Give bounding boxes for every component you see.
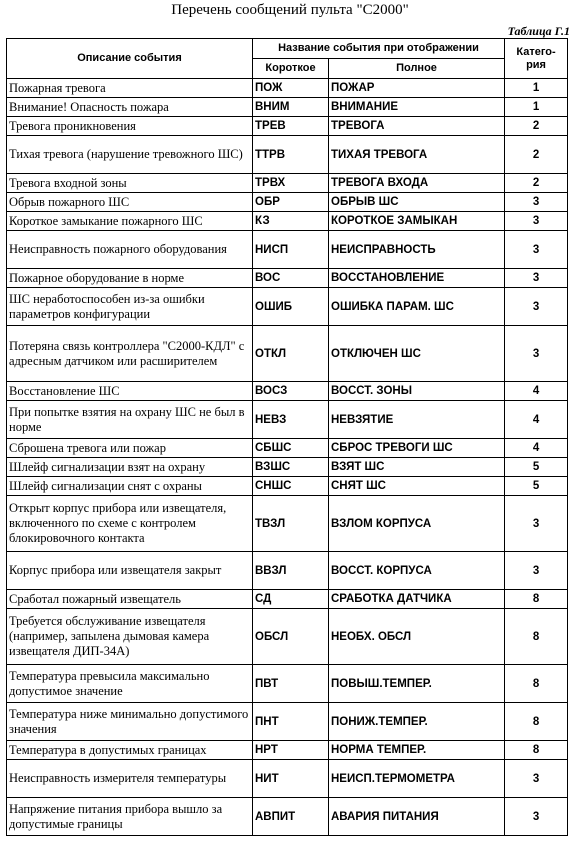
table-row [7, 439, 568, 458]
row-full-name: СНЯТ ШС [329, 477, 505, 496]
table-row [7, 212, 568, 231]
table-header [7, 39, 568, 79]
row-category: 2 [505, 136, 568, 174]
row-full-name: ВОССТАНОВЛЕНИЕ [329, 269, 505, 288]
row-description: Сработал пожарный извещатель [7, 590, 253, 609]
row-full-name: ПОВЫШ.ТЕМПЕР. [329, 665, 505, 703]
table-row [7, 458, 568, 477]
row-description: Температура в допустимых границах [7, 741, 253, 760]
table-row [7, 496, 568, 552]
row-full-name: НОРМА ТЕМПЕР. [329, 741, 505, 760]
table-row [7, 79, 568, 98]
row-category: 4 [505, 439, 568, 458]
row-full-name: ПОНИЖ.ТЕМПЕР. [329, 703, 505, 741]
table-row [7, 552, 568, 590]
table-row [7, 326, 568, 382]
row-description: Обрыв пожарного ШС [7, 193, 253, 212]
table-row [7, 609, 568, 665]
row-category: 4 [505, 382, 568, 401]
row-description: Тревога проникновения [7, 117, 253, 136]
row-full-name: ТРЕВОГА [329, 117, 505, 136]
table-row [7, 477, 568, 496]
row-category: 8 [505, 590, 568, 609]
row-full-name: ВЗЯТ ШС [329, 458, 505, 477]
row-short-name: ВОС [253, 269, 329, 288]
row-category: 8 [505, 609, 568, 665]
row-short-name: АВПИТ [253, 798, 329, 836]
row-category: 3 [505, 496, 568, 552]
row-full-name: СБРОС ТРЕВОГИ ШС [329, 439, 505, 458]
row-full-name: НЕОБХ. ОБСЛ [329, 609, 505, 665]
row-category: 3 [505, 231, 568, 269]
row-category: 8 [505, 741, 568, 760]
row-category: 3 [505, 269, 568, 288]
row-short-name: ТТРВ [253, 136, 329, 174]
row-category: 3 [505, 760, 568, 798]
table-label: Таблица Г.1 [507, 24, 570, 38]
row-category: 3 [505, 552, 568, 590]
row-category: 1 [505, 79, 568, 98]
row-short-name: ОБР [253, 193, 329, 212]
row-short-name: НИСП [253, 231, 329, 269]
table-row [7, 382, 568, 401]
events-table [6, 38, 568, 836]
row-description: Внимание! Опасность пожара [7, 98, 253, 117]
row-short-name: ОБСЛ [253, 609, 329, 665]
table-row [7, 117, 568, 136]
row-short-name: НРТ [253, 741, 329, 760]
row-short-name: НЕВЗ [253, 401, 329, 439]
table-row [7, 760, 568, 798]
row-full-name: ОБРЫВ ШС [329, 193, 505, 212]
row-description: Пожарная тревога [7, 79, 253, 98]
row-description: Требуется обслуживание извещателя (например, запылена дымовая камера извещателя ДИП-34А) [7, 609, 253, 665]
row-description: Пожарное оборудование в норме [7, 269, 253, 288]
row-description: Неисправность измерителя температуры [7, 760, 253, 798]
row-full-name: ОШИБКА ПАРАМ. ШС [329, 288, 505, 326]
row-full-name: ПОЖАР [329, 79, 505, 98]
row-category: 8 [505, 703, 568, 741]
header-short: Короткое [253, 59, 329, 79]
table-row [7, 193, 568, 212]
row-description: Неисправность пожарного оборудования [7, 231, 253, 269]
row-description: Шлейф сигнализации взят на охрану [7, 458, 253, 477]
row-category: 5 [505, 458, 568, 477]
table-row [7, 798, 568, 836]
row-category: 5 [505, 477, 568, 496]
row-category: 3 [505, 326, 568, 382]
row-full-name: НЕИСПРАВНОСТЬ [329, 231, 505, 269]
row-short-name: КЗ [253, 212, 329, 231]
row-description: Короткое замыкание пожарного ШС [7, 212, 253, 231]
row-full-name: НЕИСП.ТЕРМОМЕТРА [329, 760, 505, 798]
row-short-name: ПОЖ [253, 79, 329, 98]
table-row [7, 98, 568, 117]
row-description: Тревога входной зоны [7, 174, 253, 193]
table-row [7, 590, 568, 609]
row-description: При попытке взятия на охрану ШС не был в норме [7, 401, 253, 439]
row-short-name: ТВЗЛ [253, 496, 329, 552]
row-short-name: ВВЗЛ [253, 552, 329, 590]
row-short-name: ОТКЛ [253, 326, 329, 382]
header-description: Описание события [7, 39, 253, 79]
table-row [7, 269, 568, 288]
page-title: Перечень сообщений пульта "С2000" [171, 2, 409, 18]
row-description: Открыт корпус прибора или извещателя, включенного по схеме с контролем блокировочного контакта [7, 496, 253, 552]
row-short-name: ВОСЗ [253, 382, 329, 401]
row-short-name: ВЗШС [253, 458, 329, 477]
table-row [7, 741, 568, 760]
row-category: 3 [505, 798, 568, 836]
row-short-name: ПНТ [253, 703, 329, 741]
table-row [7, 401, 568, 439]
row-full-name: ТРЕВОГА ВХОДА [329, 174, 505, 193]
row-short-name: ТРВХ [253, 174, 329, 193]
table-row [7, 288, 568, 326]
row-description: Корпус прибора или извещателя закрыт [7, 552, 253, 590]
header-category: Катего- рия [505, 39, 568, 79]
table-row [7, 703, 568, 741]
row-short-name: СНШС [253, 477, 329, 496]
table-row [7, 231, 568, 269]
row-category: 3 [505, 212, 568, 231]
row-description: Восстановление ШС [7, 382, 253, 401]
row-description: ШС неработоспособен из-за ошибки параметров конфигурации [7, 288, 253, 326]
row-category: 8 [505, 665, 568, 703]
row-category: 2 [505, 174, 568, 193]
row-description: Сброшена тревога или пожар [7, 439, 253, 458]
row-category: 3 [505, 193, 568, 212]
row-full-name: ВОССТ. КОРПУСА [329, 552, 505, 590]
row-category: 2 [505, 117, 568, 136]
row-short-name: ПВТ [253, 665, 329, 703]
row-description: Температура превысила максимально допустимое значение [7, 665, 253, 703]
table-body [7, 79, 568, 836]
row-description: Тихая тревога (нарушение тревожного ШС) [7, 136, 253, 174]
row-full-name: ОТКЛЮЧЕН ШС [329, 326, 505, 382]
row-description: Потеряна связь контроллера "С2000-КДЛ" с адресным датчиком или расширителем [7, 326, 253, 382]
row-full-name: ВОССТ. ЗОНЫ [329, 382, 505, 401]
row-short-name: ТРЕВ [253, 117, 329, 136]
row-full-name: СРАБОТКА ДАТЧИКА [329, 590, 505, 609]
row-short-name: СД [253, 590, 329, 609]
row-short-name: ВНИМ [253, 98, 329, 117]
row-full-name: КОРОТКОЕ ЗАМЫКАН [329, 212, 505, 231]
row-category: 3 [505, 288, 568, 326]
header-full: Полное [329, 59, 505, 79]
row-full-name: АВАРИЯ ПИТАНИЯ [329, 798, 505, 836]
header-display-name: Название события при отображении [253, 39, 505, 59]
row-full-name: НЕВЗЯТИЕ [329, 401, 505, 439]
row-short-name: НИТ [253, 760, 329, 798]
row-short-name: ОШИБ [253, 288, 329, 326]
row-description: Напряжение питания прибора вышло за допустимые границы [7, 798, 253, 836]
row-full-name: ВНИМАНИЕ [329, 98, 505, 117]
row-short-name: СБШС [253, 439, 329, 458]
row-full-name: ВЗЛОМ КОРПУСА [329, 496, 505, 552]
row-category: 4 [505, 401, 568, 439]
row-category: 1 [505, 98, 568, 117]
table-row [7, 174, 568, 193]
row-description: Температура ниже минимально допустимого значения [7, 703, 253, 741]
row-description: Шлейф сигнализации снят с охраны [7, 477, 253, 496]
table-row [7, 136, 568, 174]
table-row [7, 665, 568, 703]
row-full-name: ТИХАЯ ТРЕВОГА [329, 136, 505, 174]
